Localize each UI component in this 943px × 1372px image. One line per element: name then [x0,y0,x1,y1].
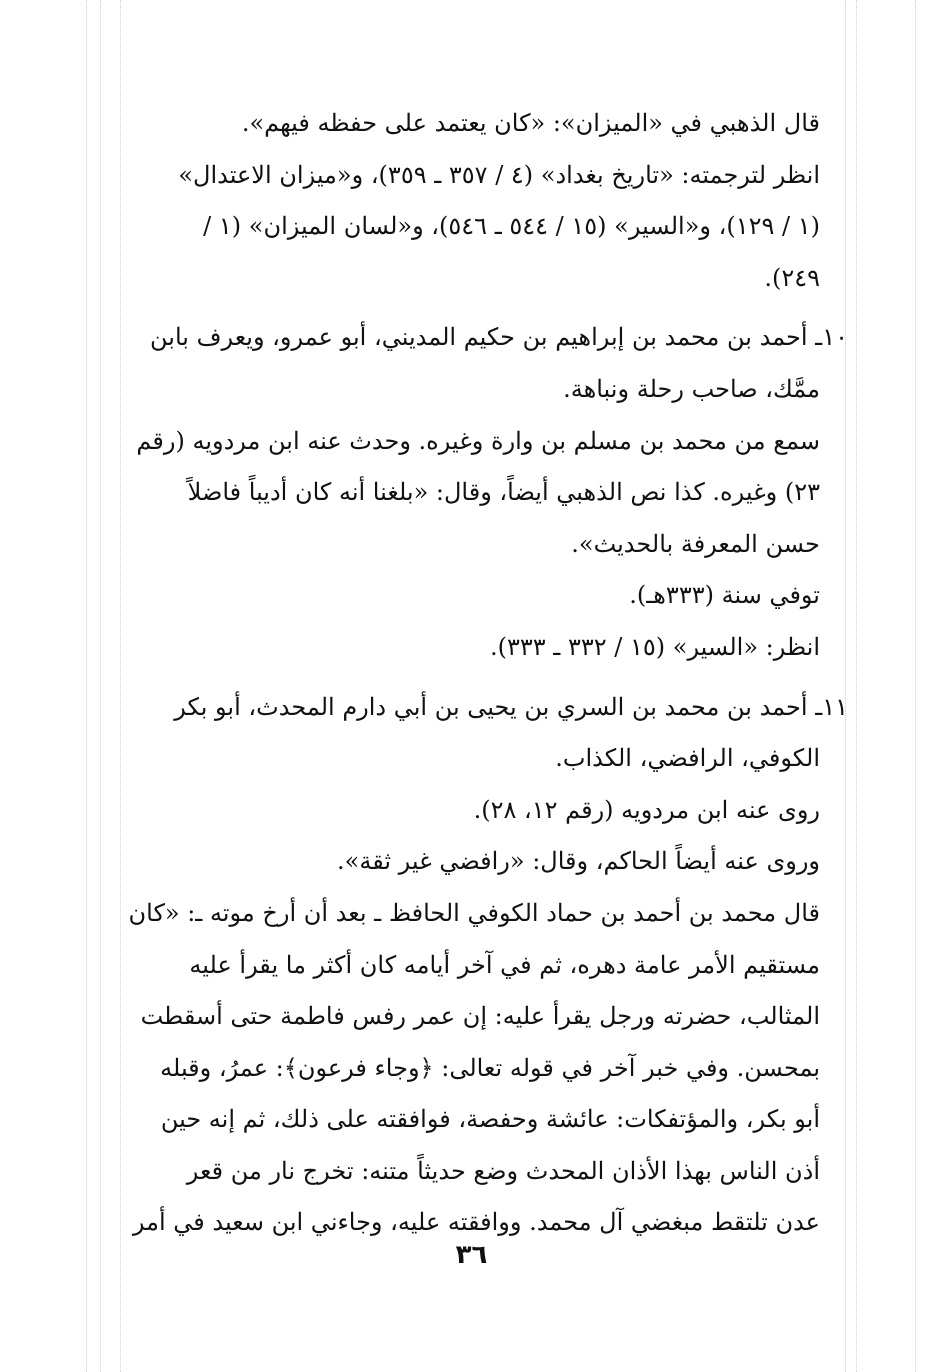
text-line: وروى عنه أيضاً الحاكم، وقال: «رافضي غير ثقة». [337,847,820,876]
scan-guide-line [86,0,87,1372]
text-line: ٢٤٩). [764,263,820,292]
previous-entry [120,98,820,304]
text-line: أبو بكر، والمؤتفكات: عائشة وحفصة، فوافقته على ذلك، ثم إنه حين [160,1105,820,1134]
text-line: انظر لترجمته: «تاريخ بغداد» (٤ / ٣٥٧ ـ ٣٥٩)، و«ميزان الاعتدال» [178,160,820,189]
text-line: أذن الناس بهذا الأذان المحدث وضع حديثاً متنه: تخرج نار من قعر [186,1156,820,1185]
text-line: سمع من محمد بن مسلم بن وارة وغيره. وحدث عنه ابن مردويه (رقم [136,426,820,455]
text-line: قال الذهبي في «الميزان»: «كان يعتمد على حفظه فيهم». [241,109,820,137]
text-line: مستقيم الأمر عامة دهره، ثم في آخر أيامه كان أكثر ما يقرأ عليه [189,950,820,979]
scan-guide-line [915,0,916,1372]
text-line: (١ / ١٢٩)، و«السير» (١٥ / ٥٤٤ ـ ٥٤٦)، و«لسان الميزان» (١ / [203,212,820,241]
text-line: الكوفي، الرافضي، الكذاب. [555,744,820,773]
entry-heading-line: ١١ـ أحمد بن محمد بن السري بن يحيى بن أبي دارم المحدث، أبو بكر [174,692,848,721]
text-line: بمحسن. وفي خبر آخر في قوله تعالى: ﴿وجاء فرعون﴾: عمرُ، وقبله [160,1053,820,1082]
text-line: ممَّك، صاحب رحلة ونباهة. [563,374,820,403]
text-line: عدن تلتقط مبغضي آل محمد. ووافقته عليه، وجاءني ابن سعيد في أمر [132,1208,820,1237]
text-line: انظر: «السير» (١٥ / ٣٣٢ ـ ٣٣٣). [490,632,820,661]
text-line: ٢٣) وغيره. كذا نص الذهبي أيضاً، وقال: «بلغنا أنه كان أديباً فاضلاً [187,478,820,507]
entry-10 [120,312,848,673]
text-line: روى عنه ابن مردويه (رقم ١٢، ٢٨). [473,795,820,824]
page-body-text [120,98,848,1249]
scan-guide-line [856,0,857,1372]
scan-guide-line [100,0,101,1372]
entry-11 [120,682,848,1250]
page-number: ٣٦ [455,1240,488,1270]
text-line: توفي سنة (٣٣٣هـ). [629,581,820,610]
text-line: المثالب، حضرته ورجل يقرأ عليه: إن عمر رفس فاطمة حتى أسقطت [140,1002,820,1031]
entry-heading-line: ١٠ـ أحمد بن محمد بن إبراهيم بن حكيم المديني، أبو عمرو، ويعرف بابن [150,323,848,352]
text-line: حسن المعرفة بالحديث». [571,529,820,558]
text-line: قال محمد بن أحمد بن حماد الكوفي الحافظ ـ بعد أن أرخ موته ـ: «كان [128,898,820,927]
